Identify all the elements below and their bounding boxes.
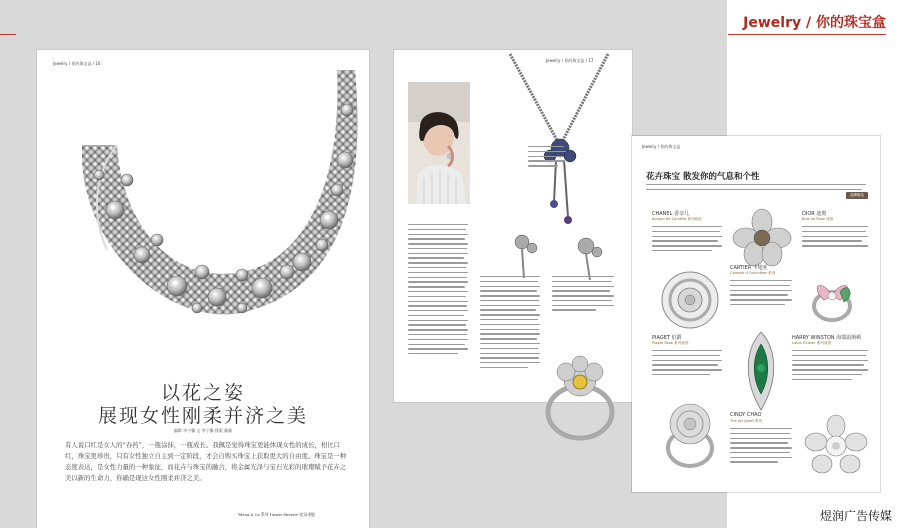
brand-name-piaget: PIAGET 伯爵 — [652, 335, 682, 341]
brand-name-cartier: CARTIER 卡地亚 — [730, 265, 768, 271]
header-rule — [728, 34, 886, 35]
harry-winston-lotus-ring-photo — [804, 414, 868, 478]
body-column-3 — [552, 276, 614, 314]
brand-product-chanel: Bouton de Camélia 系列戒指 — [652, 217, 702, 221]
brand-name-harry-winston: HARRY WINSTON 海瑞温斯顿 — [792, 335, 862, 341]
brand-name-cindy-chao: CINDY CHAO — [730, 412, 762, 418]
section-title: Jewelry / 你的珠宝盒 — [743, 15, 886, 31]
emerald-flower-ring-photo — [736, 328, 786, 414]
header-rule-left — [0, 34, 16, 35]
yellow-diamond-ring-photo — [540, 350, 620, 442]
running-head: Jewelry / 你的珠宝盒 / 17 — [546, 58, 594, 63]
photo-caption: “Maua & Co 系列 Flower Reverie”花朵项链 — [237, 512, 315, 517]
pullquote-text — [528, 146, 566, 170]
dior-flower-ring-photo — [732, 208, 792, 268]
model-portrait-photo — [408, 82, 470, 204]
brand-text-piaget — [652, 350, 722, 379]
brand-product-cindy-chao: The Art Jewel 系列 — [730, 419, 763, 423]
brand-name-chanel: CHANEL 香奈儿 — [652, 211, 689, 217]
brand-text-chanel — [652, 226, 722, 255]
diamond-necklace-photo — [37, 50, 369, 370]
brand-text-cindy-chao — [730, 428, 792, 466]
brand-text-harry-winston — [792, 350, 868, 383]
brand-text-dior — [802, 226, 868, 250]
piaget-rose-ring-photo — [658, 398, 722, 472]
running-head: Jewelry / 你的珠宝盒 / 16 — [53, 61, 101, 66]
magazine-page-brand-guide — [632, 136, 880, 492]
brand-name-dior: DIOR 迪奥 — [802, 211, 827, 217]
brand-guide-intro — [646, 184, 866, 194]
brand-product-cartier: Caresse d’Orchidées 系列 — [730, 271, 776, 275]
chanel-camellia-ring-photo — [658, 268, 722, 332]
brand-guide-title: 花卉珠宝 散发你的气息和个性 — [646, 172, 760, 182]
brand-product-harry-winston: Lotus Cluster 系列戒指 — [792, 341, 832, 345]
brand-product-piaget: Piaget Rose 系列戒指 — [652, 341, 689, 345]
body-column-1 — [408, 224, 468, 358]
headline-line-2: 展现女性刚柔并济之美 — [97, 405, 308, 427]
watermark-text: 煜润广告传媒 — [819, 509, 892, 523]
running-head: Jewelry / 你的珠宝盒 — [642, 144, 681, 149]
intro-paragraph: 有人说口红是女人的“春药”，一瓶涂抹，一瓶成长。我佩是觉得珠宝更能体现女性的成长，相比口红，珠宝更珍贵，只有女性独立自主到一定阶段，才会自购买珠宝上获取更大的自由度。珠宝是一种态度表达，是女性力量的一种象征，而花卉与珠宝的融合，将金属光泽与宝石光彩的璀璨赋予花卉之美以新的生命力，你确是现这女性刚柔并济之美。 — [65, 441, 347, 482]
magazine-page-necklace — [37, 50, 369, 528]
headline-line-1: 以花之姿 — [160, 382, 245, 404]
brand-text-cartier — [730, 280, 792, 309]
brand-product-dior: Bois de Rose 戒指 — [802, 217, 834, 221]
magazine-page-portrait — [394, 50, 632, 402]
cartier-orchid-ring-photo — [802, 266, 862, 326]
model-illustration — [408, 82, 470, 204]
byline: 编辑 李宁馨 文 李宁馨 排版 戴颖 — [173, 428, 233, 433]
featured-tag: 品牌精选 — [846, 192, 868, 199]
body-column-2 — [480, 276, 540, 372]
